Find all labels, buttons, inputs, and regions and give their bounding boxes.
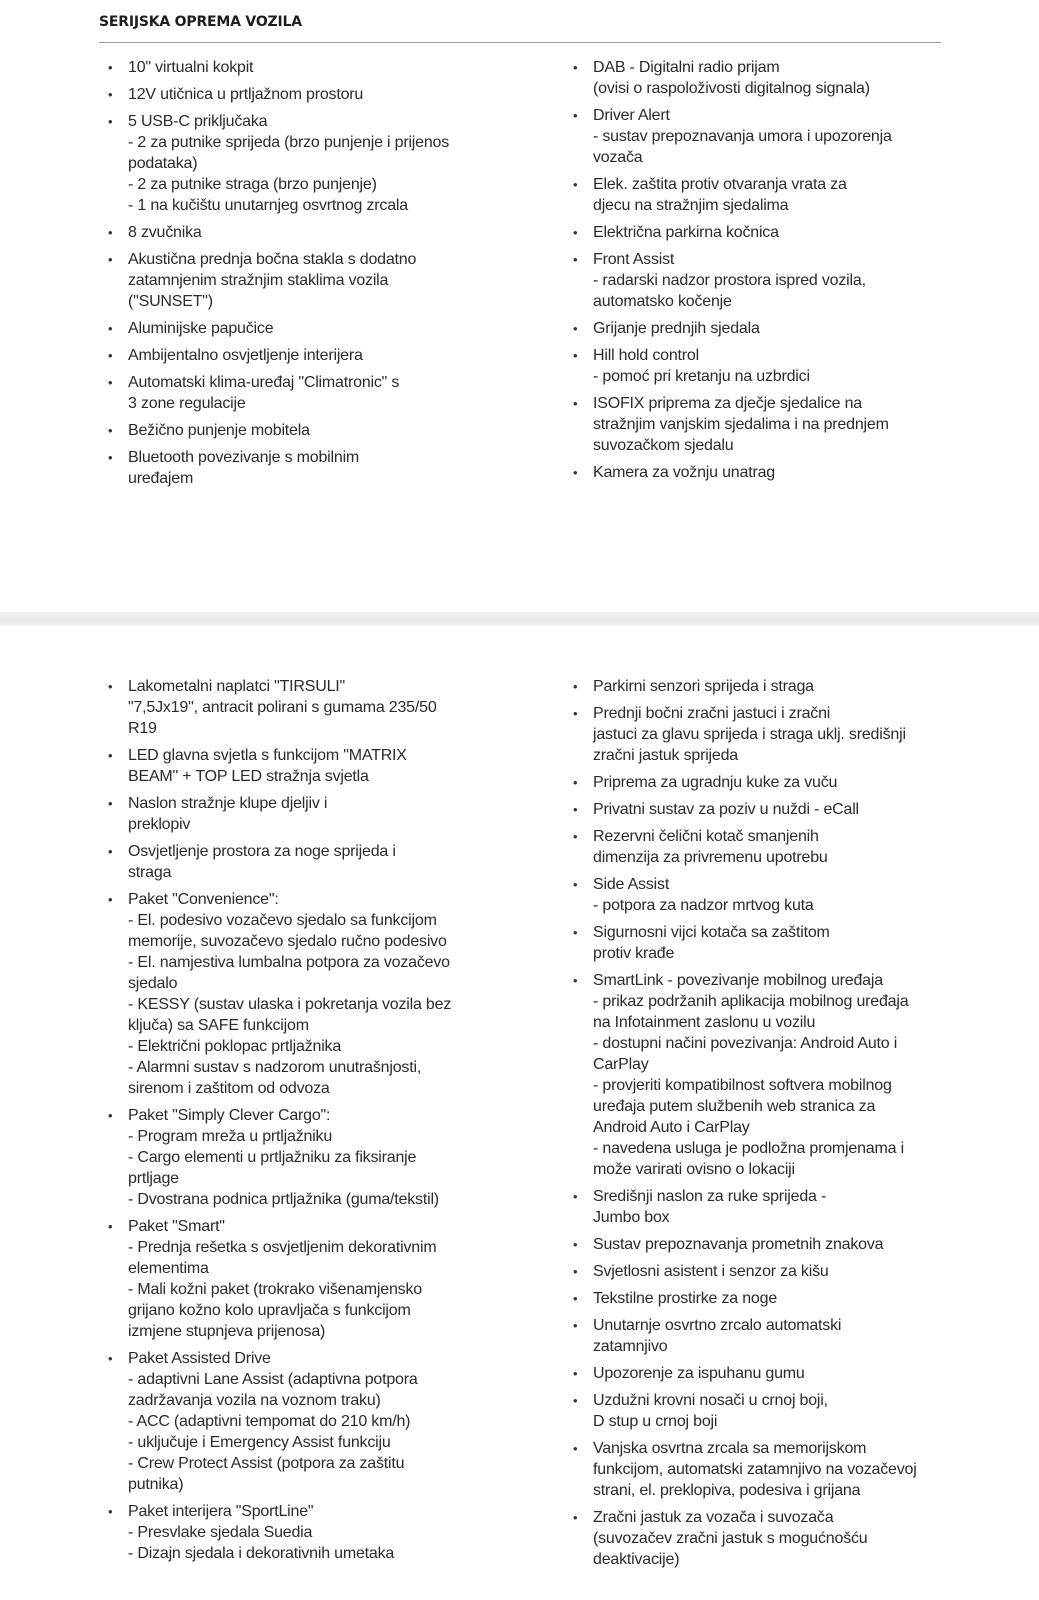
equipment-item: • Bluetooth povezivanje s mobilnim uređajem <box>100 447 500 489</box>
equipment-item: • 5 USB-C priključaka - 2 za putnike sprijeda (brzo punjenje i prijenos podataka) - 2 za putnike straga (brzo punjenje) - 1 na kučištu unutarnjeg osvrtnog zrcala <box>100 111 500 216</box>
equipment-item: • Paket "Smart" - Prednja rešetka s osvjetljenim dekorativnim elementima - Mali kožni paket (trokrako višenamjensko grijano kožno kolo upravljača s funkcijom izmjene stupnjeva prijenosa) <box>100 1216 500 1342</box>
equipment-item: • Elek. zaštita protiv otvaranja vrata za djecu na stražnjim sjedalima <box>565 174 965 216</box>
equipment-item: • Akustična prednja bočna stakla s dodatno zatamnjenim stražnjim staklima vozila ("SUNSET") <box>100 249 500 312</box>
equipment-item: • Unutarnje osvrtno zrcalo automatski zatamnjivo <box>565 1315 965 1357</box>
equipment-item: • 8 zvučnika <box>100 222 500 243</box>
equipment-item: • Zračni jastuk za vozača i suvozača (suvozačev zračni jastuk s mogućnošću deaktivacije) <box>565 1507 965 1570</box>
equipment-item: • SmartLink - povezivanje mobilnog uređaja - prikaz podržanih aplikacija mobilnog uređaja na Infotainment zaslonu u vozilu - dostupni načini povezivanja: Android Auto i CarPlay - provjeriti kompatibilnost softvera mobilnog uređaja putem službenih web stranica za Android Auto i CarPlay - navedena usluga je podložna promjenama i može varirati ovisno o lokaciji <box>565 970 965 1180</box>
page-separator <box>0 612 1039 626</box>
equipment-item: • ISOFIX priprema za dječje sjedalice na stražnjim vanjskim sjedalima i na prednjem suvozačkom sjedalu <box>565 393 965 456</box>
equipment-item: • Lakometalni naplatci "TIRSULI" "7,5Jx19", antracit polirani s gumama 235/50 R19 <box>100 676 500 739</box>
equipment-item: • Uzdužni krovni nosači u crnoj boji, D stup u crnoj boji <box>565 1390 965 1432</box>
equipment-list-right-continued <box>565 676 965 1576</box>
equipment-item: • Driver Alert - sustav prepoznavanja umora i upozorenja vozača <box>565 105 965 168</box>
equipment-item: • Svjetlosni asistent i senzor za kišu <box>565 1261 965 1282</box>
equipment-item: • Tekstilne prostirke za noge <box>565 1288 965 1309</box>
equipment-item: • Rezervni čelični kotač smanjenih dimenzija za privremenu upotrebu <box>565 826 965 868</box>
equipment-item: • Sustav prepoznavanja prometnih znakova <box>565 1234 965 1255</box>
equipment-item: • Side Assist - potpora za nadzor mrtvog kuta <box>565 874 965 916</box>
equipment-item: • Prednji bočni zračni jastuci i zračni jastuci za glavu sprijeda i straga uklj. središnji zračni jastuk sprijeda <box>565 703 965 766</box>
equipment-item: • Vanjska osvrtna zrcala sa memorijskom funkcijom, automatski zatamnjivo na vozačevoj strani, el. preklopiva, podesiva i grijana <box>565 1438 965 1501</box>
equipment-item: • Paket Assisted Drive - adaptivni Lane Assist (adaptivna potpora zadržavanja vozila na voznom traku) - ACC (adaptivni tempomat do 210 km/h) - uključuje i Emergency Assist funkciju - Crew Protect Assist (potpora za zaštitu putnika) <box>100 1348 500 1495</box>
document-page-1 <box>0 0 1039 615</box>
equipment-item: • Naslon stražnje klupe djeljiv i preklopiv <box>100 793 500 835</box>
equipment-item: • LED glavna svjetla s funkcijom "MATRIX BEAM" + TOP LED stražnja svjetla <box>100 745 500 787</box>
equipment-item: • Paket "Simply Clever Cargo": - Program mreža u prtljažniku - Cargo elementi u prtljažniku za fiksiranje prtljage - Dvostrana podnica prtljažnika (guma/tekstil) <box>100 1105 500 1210</box>
equipment-list-left <box>100 57 500 495</box>
equipment-item: • Ambijentalno osvjetljenje interijera <box>100 345 500 366</box>
equipment-item: • Osvjetljenje prostora za noge sprijeda i straga <box>100 841 500 883</box>
equipment-item: • Kamera za vožnju unatrag <box>565 462 965 483</box>
equipment-list-left-continued <box>100 676 500 1570</box>
document-page-2 <box>0 626 1039 1600</box>
equipment-list-right <box>565 57 965 489</box>
equipment-item: • Sigurnosni vijci kotača sa zaštitom protiv krađe <box>565 922 965 964</box>
section-title: SERIJSKA OPREMA VOZILA <box>99 14 302 30</box>
equipment-item: • 12V utičnica u prtljažnom prostoru <box>100 84 500 105</box>
equipment-item: • Električna parkirna kočnica <box>565 222 965 243</box>
equipment-item: • 10" virtualni kokpit <box>100 57 500 78</box>
equipment-item: • Front Assist - radarski nadzor prostora ispred vozila, automatsko kočenje <box>565 249 965 312</box>
equipment-item: • Privatni sustav za poziv u nuždi - eCall <box>565 799 965 820</box>
equipment-item: • Parkirni senzori sprijeda i straga <box>565 676 965 697</box>
equipment-item: • Bežično punjenje mobitela <box>100 420 500 441</box>
equipment-item: • Hill hold control - pomoć pri kretanju na uzbrdici <box>565 345 965 387</box>
title-divider <box>99 42 941 43</box>
equipment-item: • Paket "Convenience": - El. podesivo vozačevo sjedalo sa funkcijom memorije, suvozačevo sjedalo ručno podesivo - El. namjestiva lumbalna potpora za vozačevo sjedalo - KESSY (sustav ulaska i pokretanja vozila bez ključa) sa SAFE funkcijom - Električni poklopac prtljažnika - Alarmni sustav s nadzorom unutrašnjosti, sirenom i zaštitom od odvoza <box>100 889 500 1099</box>
equipment-item: • Automatski klima-uređaj "Climatronic" s 3 zone regulacije <box>100 372 500 414</box>
equipment-item: • Priprema za ugradnju kuke za vuču <box>565 772 965 793</box>
equipment-item: • Aluminijske papučice <box>100 318 500 339</box>
equipment-item: • Središnji naslon za ruke sprijeda - Jumbo box <box>565 1186 965 1228</box>
equipment-item: • Upozorenje za ispuhanu gumu <box>565 1363 965 1384</box>
equipment-item: • DAB - Digitalni radio prijam (ovisi o raspoloživosti digitalnog signala) <box>565 57 965 99</box>
equipment-item: • Grijanje prednjih sjedala <box>565 318 965 339</box>
equipment-item: • Paket interijera "SportLine" - Presvlake sjedala Suedia - Dizajn sjedala i dekorativnih umetaka <box>100 1501 500 1564</box>
